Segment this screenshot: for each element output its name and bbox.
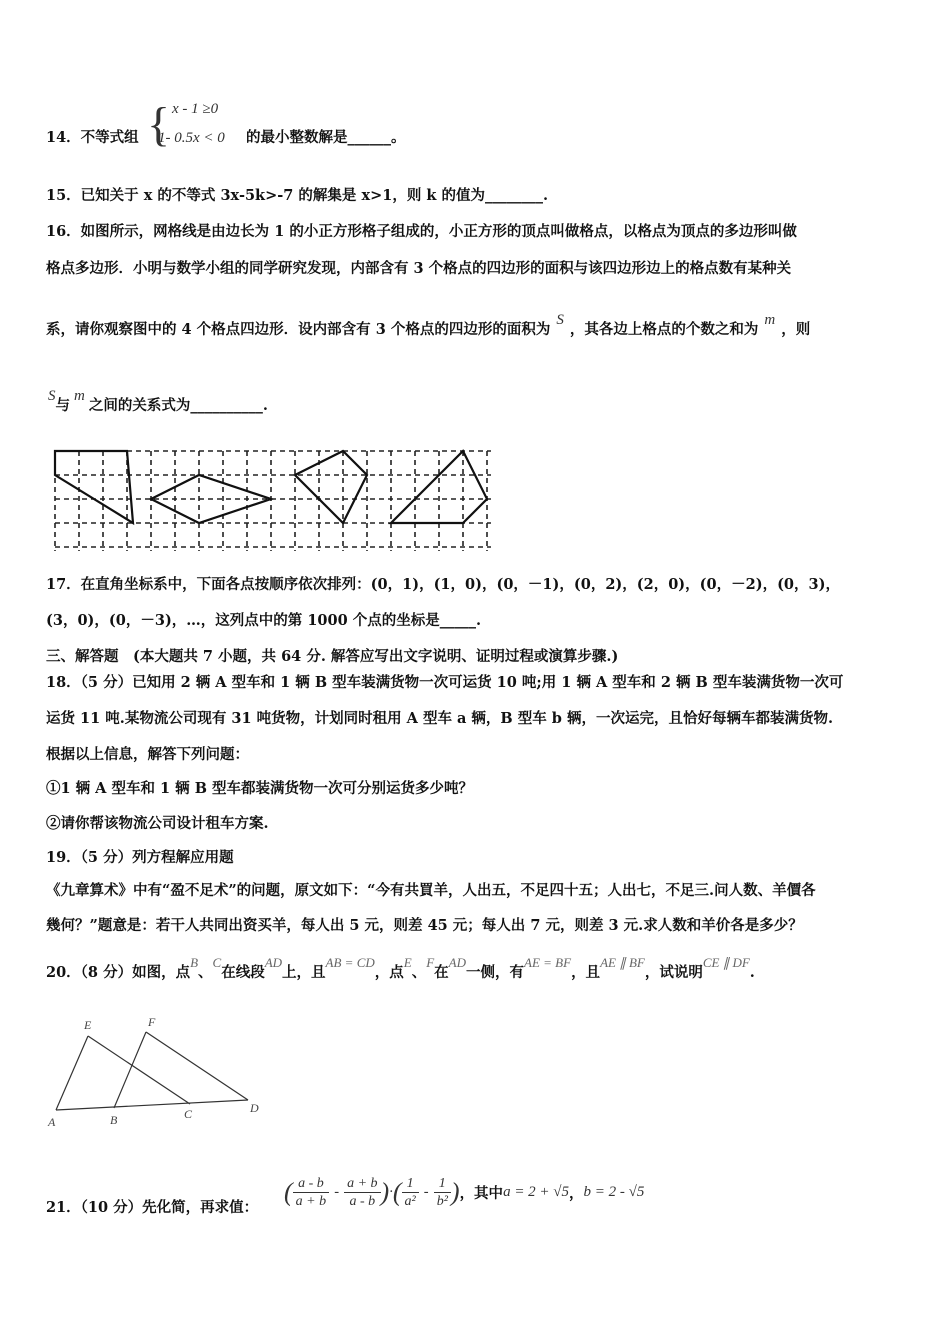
q20-v3: AD [264, 955, 283, 970]
q21-f3-num: 1 [402, 1175, 419, 1193]
q20-t10: ，试说明 [644, 964, 703, 981]
q20-v5: E [403, 955, 412, 970]
q19-line1: 19．（5 分）列方程解应用题 [46, 849, 234, 866]
q18-line2: 运货 11 吨.某物流公司现有 31 吨货物，计划同时租用 A 型车 a 辆，B 型车 b 辆，一次运完，且恰好每辆车都装满货物. [46, 710, 834, 727]
quad-3 [295, 451, 367, 523]
q14-ineq1: x - 1 ≥0 [172, 101, 219, 117]
q21-f4-den: b² [436, 1194, 448, 1209]
q21-mid: ，其中 [459, 1185, 504, 1202]
q18-line5: ②请你帮该物流公司设计租车方案. [46, 815, 269, 832]
q21-lparen1: ( [284, 1177, 293, 1207]
q16-line3-b: ，其各边上格点的个数之和为 [569, 321, 759, 338]
segment-ad [56, 1100, 248, 1110]
q21-minus1: - [334, 1184, 340, 1200]
q20-t1: 20．（8 分）如图，点 [46, 964, 191, 981]
label-f: F [148, 1015, 156, 1029]
label-d: D [250, 1101, 259, 1115]
q21-f1-den: a + b [295, 1194, 327, 1209]
segment-ec [88, 1036, 190, 1104]
q21-prefix: 21．（10 分）先化简，再求值： [46, 1199, 259, 1216]
q20-t7: 在 [434, 964, 449, 981]
q16-var-s2: S [48, 388, 56, 404]
q15-text: 15．已知关于 x 的不等式 3x-5k>-7 的解集是 x>1，则 k 的值为________. [46, 187, 549, 204]
q20-t8: 一侧，有 [466, 964, 525, 981]
q20-t6: 、 [411, 964, 427, 981]
q14-brace: { [147, 98, 171, 151]
q14-suffix: 的最小整数解是______。 [246, 129, 406, 146]
q21-rparen1: ) [380, 1177, 390, 1207]
q21-frac4 [434, 1175, 451, 1210]
q21-frac2 [344, 1175, 380, 1210]
label-e: E [84, 1018, 92, 1032]
q20-v9: AE ∥ BF [600, 955, 645, 970]
label-b: B [110, 1113, 118, 1127]
q20-v8: AE = BF [524, 955, 572, 970]
q21-minus2: - [423, 1184, 429, 1200]
q16-line1: 16．如图所示，网格线是由边长为 1 的小正方形格子组成的，小正方形的顶点叫做格点，以格点为顶点的多边形叫做 [46, 223, 797, 240]
q20-t11: . [749, 964, 755, 981]
q20-t5: ，点 [374, 964, 404, 981]
q20-line [46, 955, 755, 983]
q21-f2-den: a - b [349, 1194, 376, 1209]
section3-heading: 三、解答题 (本大题共 7 小题，共 64 分. 解答应写出文字说明、证明过程或演算步骤.) [46, 648, 619, 665]
q21-rparen2: ) [450, 1177, 460, 1207]
q16-line3-c: ，则 [781, 321, 811, 338]
segment-ae [56, 1036, 88, 1110]
q16-line4-b: 之间的关系式为__________. [88, 397, 268, 414]
q20-v1: B [190, 955, 199, 970]
q16-line4 [46, 388, 268, 416]
q21-f4-num: 1 [434, 1175, 451, 1193]
quad-1 [55, 451, 133, 523]
q21-frac3 [402, 1175, 419, 1210]
q14-line [46, 128, 139, 148]
q21-lparen2: ( [392, 1177, 402, 1207]
q20-t4: 上，且 [282, 964, 326, 981]
q14-ineq2: 1- 0.5x < 0 [158, 130, 225, 146]
q16-line4-a: 与 [55, 397, 70, 414]
q21-frac1 [293, 1175, 329, 1210]
q21-f2-num: a + b [344, 1175, 380, 1193]
q16-line2: 格点多边形．小明与数学小组的同学研究发现，内部含有 3 个格点的四边形的面积与该四边形边上的格点数有某种关 [46, 260, 792, 277]
q19-line3: 幾何？”题意是：若干人共同出资买羊，每人出 5 元，则差 45 元；每人出 7 元，则差 3 元.求人数和羊价各是多少？ [46, 917, 803, 934]
q18-line4: ①1 辆 A 型车和 1 辆 B 型车都装满货物一次可分别运货多少吨？ [46, 780, 474, 797]
q20-t3: 在线段 [221, 964, 265, 981]
q21-sep: ， [569, 1185, 584, 1202]
q20-v4: AB = CD [325, 955, 375, 970]
q16-var-s: S [556, 312, 564, 328]
q21-b-value: b = 2 - √5 [583, 1184, 645, 1200]
q17-line2: (3，0)，(0，－3)，…，这列点中的第 1000 个点的坐标是_____. [46, 612, 482, 629]
q20-t9: ，且 [571, 964, 601, 981]
q18-line3: 根据以上信息，解答下列问题： [46, 746, 249, 763]
q20-v10: CE ∥ DF [702, 955, 750, 970]
label-c: C [184, 1107, 193, 1121]
q16-grid-figure [50, 446, 496, 558]
q14-prefix: 14．不等式组 [46, 129, 139, 146]
q20-v2: C [212, 955, 222, 970]
q20-t2: 、 [198, 964, 213, 981]
q16-var-m: m [764, 312, 776, 328]
label-a: A [48, 1115, 56, 1129]
grid-lines [55, 451, 491, 551]
q17-line1: 17．在直角坐标系中，下面各点按顺序依次排列：(0，1)，(1，0)，(0，－1)，(0，2)，(2，0)，(0，－2)，(0，3)， [46, 576, 840, 593]
q21-a-value: a = 2 + √5 [503, 1184, 570, 1200]
q16-var-m2: m [74, 388, 85, 404]
q18-line1: 18．（5 分）已知用 2 辆 A 型车和 1 辆 B 型车装满货物一次可运货 10 吨;用 1 辆 A 型车和 2 辆 B 型车装满货物一次可 [46, 674, 844, 691]
q21-f1-num: a - b [293, 1175, 329, 1193]
segment-bf [114, 1032, 146, 1108]
q16-line3 [46, 312, 811, 340]
q20-v6: F [426, 955, 435, 970]
q19-line2: 《九章算术》中有“盈不足术”的问题，原文如下：“今有共買羊，人出五，不足四十五；人出七，不足三.问人数、羊價各 [46, 882, 816, 899]
q20-v7: AD [448, 955, 467, 970]
q21-dot: · [389, 1184, 393, 1200]
q20-figure [40, 1012, 280, 1132]
q21-expression [284, 1175, 644, 1210]
q21-f3-den: a² [404, 1194, 416, 1209]
q16-line3-a: 系，请你观察图中的 4 个格点四边形．设内部含有 3 个格点的四边形的面积为 [46, 321, 551, 338]
segment-fd [146, 1032, 248, 1100]
